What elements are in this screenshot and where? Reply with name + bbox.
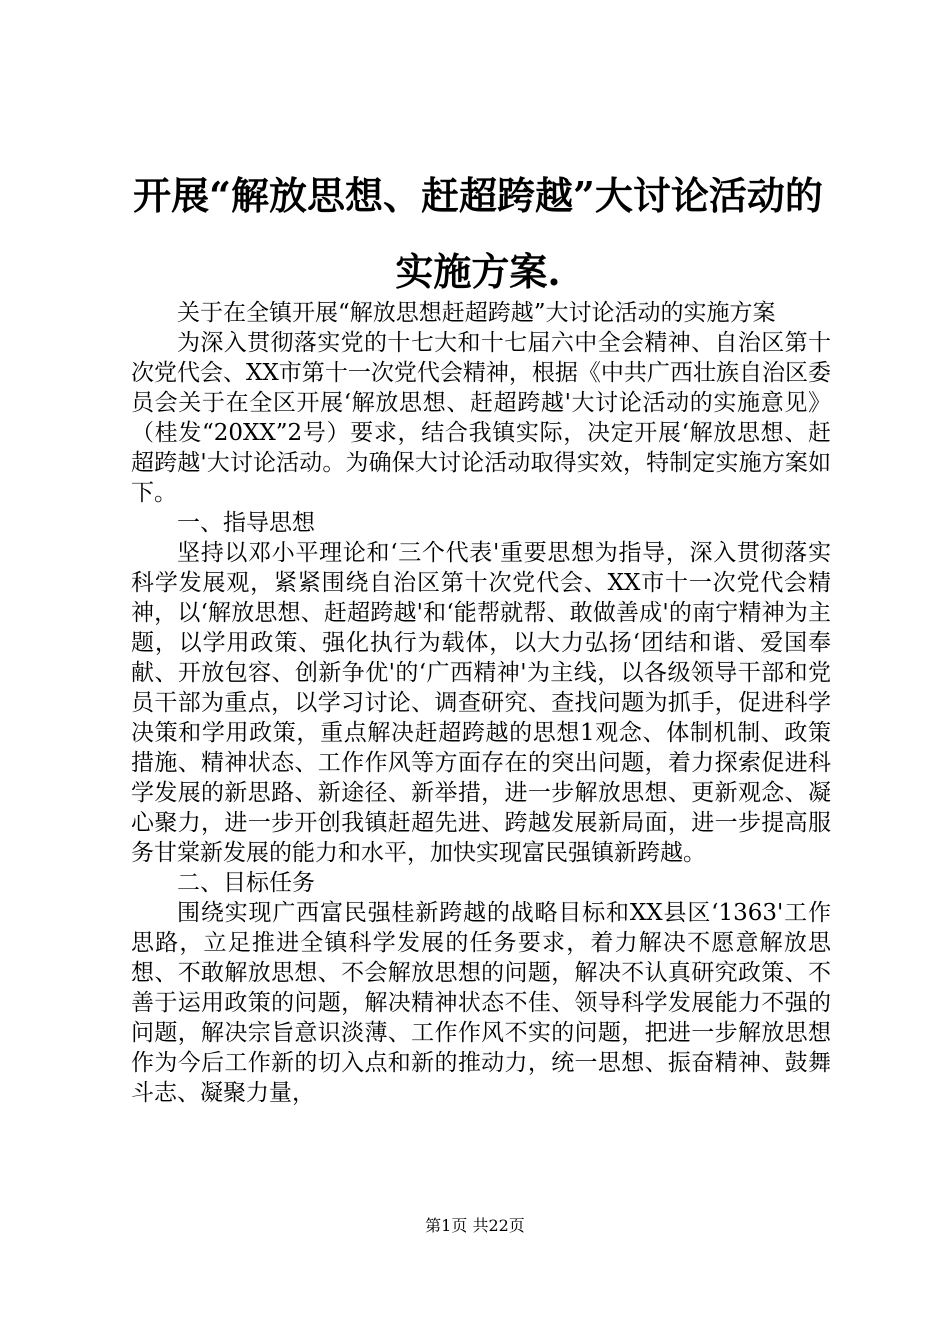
document-title: 开展“解放思想、赶超跨越”大讨论活动的实施方案. bbox=[133, 173, 823, 294]
objectives-paragraph: 围绕实现广西富民强桂新跨越的战略目标和XX县区‘1363'工作思路，立足推进全镇科学发展的任务要求，着力解决不愿意解放思想、不敢解放思想、不会解放思想的问题，解决不认真研究政策、不善于运用政策的问题，解决精神状态不佳、领导科学发展能力不强的问题，解决宗旨意识淡薄、工作作风不实的问题，把进一步解放思想作为今后工作新的切入点和新的推动力，统一思想、振奋精神、鼓舞斗志、凝聚力量， bbox=[131, 900, 831, 1106]
subtitle-paragraph: 关于在全镇开展“解放思想赶超跨越”大讨论活动的实施方案 bbox=[177, 300, 776, 326]
section-heading-guiding-ideology: 一、指导思想 bbox=[177, 510, 315, 536]
intro-paragraph: 为深入贯彻落实党的十七大和十七届六中全会精神、自治区第十次党代会、XX市第十一次党代会精神，根据《中共广西壮族自治区委员会关于在全区开展‘解放思想、赶超跨越'大讨论活动的实施意见》（桂发“20XX”2号）要求，结合我镇实际，决定开展‘解放思想、赶超跨越'大讨论活动。为确保大讨论活动取得实效，特制定实施方案如下。 bbox=[131, 330, 831, 506]
document-body bbox=[131, 298, 831, 1108]
page-footer: 第1页 共22页 bbox=[425, 1216, 525, 1235]
guiding-ideology-paragraph: 坚持以邓小平理论和‘三个代表'重要思想为指导，深入贯彻落实科学发展观，紧紧围绕自治区第十次党代会、XX市十一次党代会精神，以‘解放思想、赶超跨越'和‘能帮就帮、敢做善成'的南宁精神为主题，以学用政策、强化执行为载体，以大力弘扬‘团结和谐、爱国奉献、开放包容、创新争优'的‘广西精神'为主线，以各级领导干部和党员干部为重点，以学习讨论、调查研究、查找问题为抓手，促进科学决策和学用政策，重点解决赶超跨越的思想1观念、体制机制、政策措施、精神状态、工作作风等方面存在的突出问题，着力探索促进科学发展的新思路、新途径、新举措，进一步解放思想、更新观念、凝心聚力，进一步开创我镇赶超先进、跨越发展新局面，进一步提高服务甘棠新发展的能力和水平，加快实现富民强镇新跨越。 bbox=[131, 540, 831, 866]
section-heading-objectives: 二、目标任务 bbox=[177, 870, 315, 896]
